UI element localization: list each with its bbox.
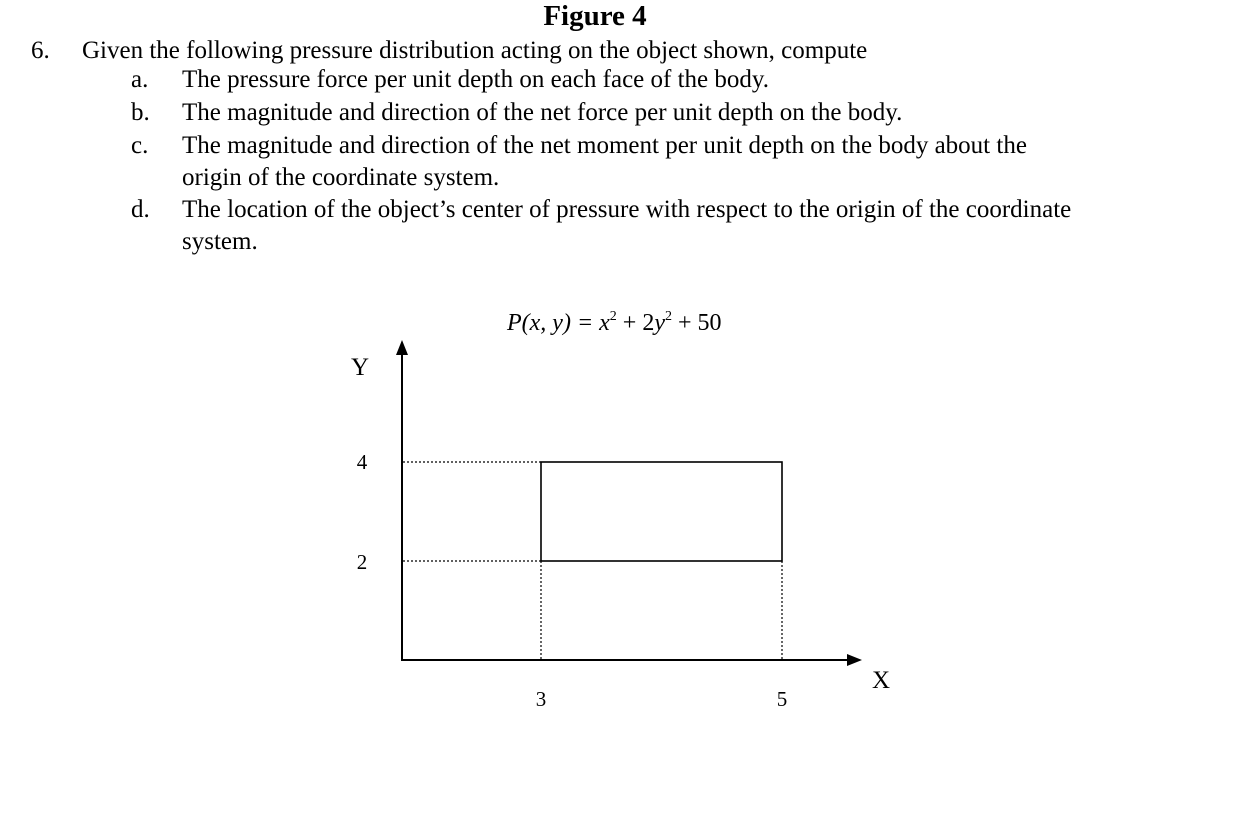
x-axis-label: X (871, 667, 891, 694)
item-c-line2: origin of the coordinate system. (182, 164, 500, 191)
x-tick-5: 5 (776, 687, 788, 711)
item-d-line2: system. (182, 228, 258, 255)
formula-exp1: 2 (609, 309, 617, 324)
formula-lhs: P(x, y) = x (507, 310, 610, 336)
item-c-line1: The magnitude and direction of the net moment per unit depth on the body about the (182, 132, 1027, 159)
formula-var-y: y (654, 310, 665, 336)
item-a-line1: The pressure force per unit depth on each face of the body. (182, 66, 770, 93)
figure-title: Figure 4 (543, 0, 647, 32)
question-number: 6. (31, 37, 50, 64)
formula-mid: + 2y (616, 310, 665, 336)
x-axis-arrow-icon (847, 654, 862, 666)
x-tick-3: 3 (535, 687, 547, 711)
y-tick-4: 4 (356, 450, 368, 474)
formula-rhs: + 50 (672, 310, 722, 336)
item-d-letter: d. (131, 196, 150, 223)
y-axis-label: Y (350, 354, 370, 381)
item-a-letter: a. (131, 66, 149, 93)
formula-exp2: 2 (665, 309, 672, 324)
object-rectangle (541, 462, 782, 561)
item-b-line1: The magnitude and direction of the net force per unit depth on the body. (182, 99, 903, 126)
y-axis-arrow-icon (396, 340, 408, 355)
y-tick-2: 2 (356, 550, 368, 574)
item-b-letter: b. (131, 99, 150, 126)
item-c-letter: c. (131, 132, 149, 159)
question-text: Given the following pressure distribution acting on the object shown, compute (82, 37, 868, 64)
item-d-line1: The location of the object’s center of pressure with respect to the origin of the coordinate (182, 196, 1072, 223)
